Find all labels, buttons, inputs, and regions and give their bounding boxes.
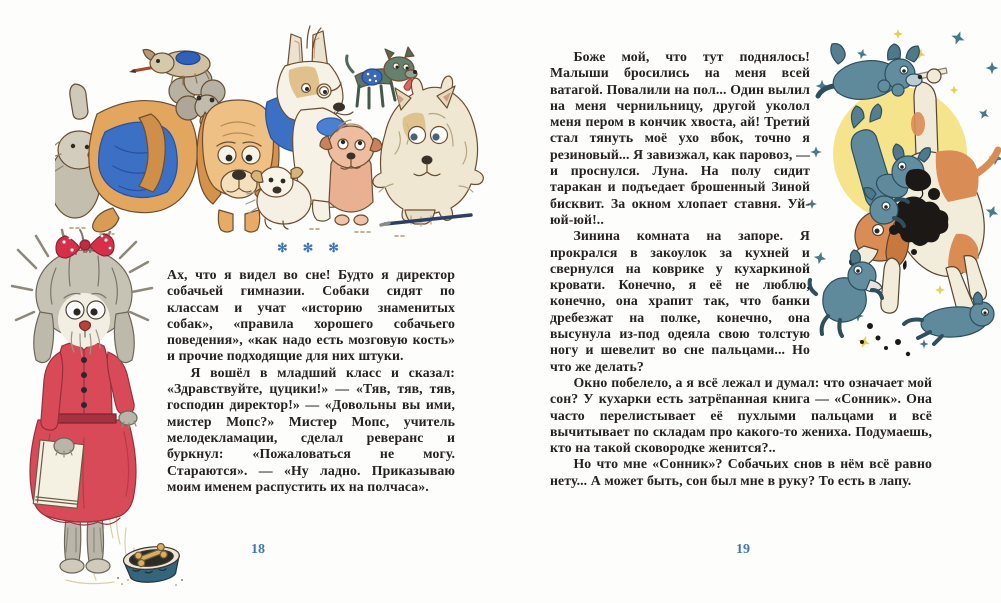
paragraph: Окно побелело, а я всё лежал и думал: что означает мой сон? У кухарки есть затрёпанная книга — «Сонник». Она часто перелистывает её пухлыми пальцами и всё вычитывает по складам про какого-то жениха. Подумаешь, кто на такой сковородке женится?..: [550, 374, 932, 456]
illustration-spacer: [810, 49, 932, 343]
page-number-right: 19: [736, 542, 750, 557]
dog-spitz-fluffy: [373, 76, 483, 226]
paragraph: Ах, что я видел во сне! Будто я директор собачьей гимназии. Собаки сидят по классам и учат «историю знаменитых собак», «правила хорошего собачьего поведения», «как надо есть мозговую кость» и прочие подходящие для них штуки.: [167, 267, 455, 364]
dog-tan-blue-coat: [89, 101, 197, 232]
paragraph: Зинина комната на запоре. Я прокрался в закоулок за кухней и свернулся на коврике у кухаркиной кровати. Конечно, я её не люблю, конечно, она храпит так, что банки дребезжат на полке, конечно, она высунула из-под одеяла свою толстую ногу и шевелит во сне пальцами... Но что же делать?: [550, 228, 810, 374]
illustration-dog-pile: [55, 14, 485, 242]
left-text-column: [167, 267, 455, 495]
paragraph: Но что мне «Сонник»? Собачьих снов в нём всё равно нету... А может быть, сон был мне в руку? То есть в лапу.: [550, 456, 932, 488]
paragraph: Боже мой, что тут поднялось! Малыши бросились на меня всей ватагой. Повалили на пол... Один вылил на меня чернильницу, другой уколол меня пером в кончик хвоста, ай! Третий стал тянуть моё ухо вбок, точно я резиновый... Я завизжал, как паровоз, — и проснулся. Луна. На полу сидит таракан и подъедает брошенный Зиной бисквит. За окном хлопает ставня. Уй-юй-юй!..: [550, 49, 810, 227]
section-separator: ✻ ✻ ✻: [277, 241, 345, 255]
page-number-left: 18: [251, 542, 265, 557]
paragraph: Я вошёл в младший класс и сказал: «Здравствуйте, цуцики!» — «Тяв, тяв, тяв, господин директор!» — «Довольны вы ими, мистер Мопс?» Мистер Мопс, учитель мелодекламации, сделал реверанс и буркнул: «Пожаловаться не могу. Стараются». — «Ну ладно. Приказываю моим именем распустить их на полчаса».: [167, 364, 455, 494]
right-text-column: [550, 49, 932, 489]
